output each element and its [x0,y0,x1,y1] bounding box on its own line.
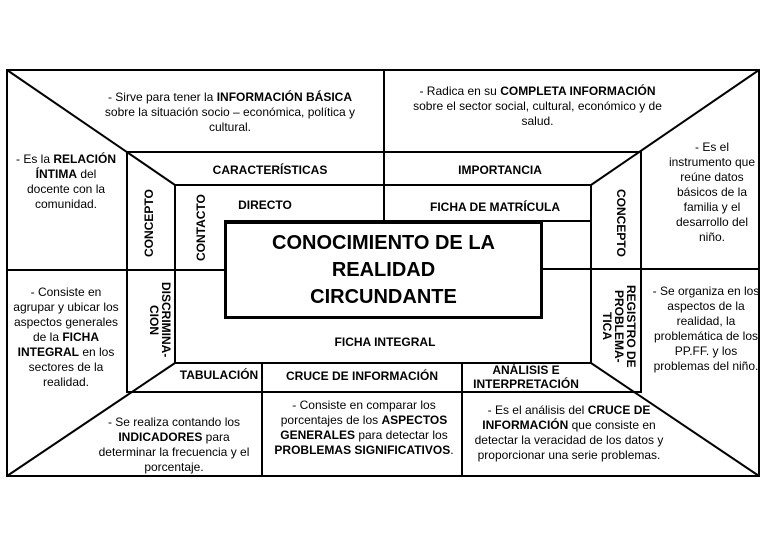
center-title: CONOCIMIENTO DE LA REALIDAD CIRCUNDANTE [224,221,543,319]
header-directo: DIRECTO [238,198,292,212]
header-caracteristicas: CARACTERÍSTICAS [212,163,328,177]
header-importancia: IMPORTANCIA [458,163,542,177]
header-analisis-interpretacion: ANÁLISIS E INTERPRETACIÓN [473,363,579,391]
note-left-lower: - Consiste en agrupar y ubicar los aspectos generales de la FICHA INTEGRAL en los sectores de la realidad. [13,285,119,389]
header-ficha-matricula: FICHA DE MATRÍCULA [430,200,560,214]
label-concepto-right: CONCEPTO [614,189,628,257]
note-right-lower: - Se organiza en los aspectos de la realidad, la problemática de los PP.FF. y los problemas del niño. [652,284,760,373]
header-cruce-informacion: CRUCE DE INFORMACIÓN [286,369,438,383]
note-top-left: - Sirve para tener la INFORMACIÓN BÁSICA sobre la situación socio – económica, política y cultural. [104,90,356,134]
note-left-upper: - Es la RELACIÓN ÍNTIMA del docente con la comunidad. [16,152,117,211]
label-discriminacion: DISCRIMINA- CION [147,282,173,358]
note-top-right: - Radica en su COMPLETA INFORMACIÓN sobre el sector social, cultural, económico y de salud. [413,84,662,128]
header-ficha-integral: FICHA INTEGRAL [334,335,436,349]
header-tabulacion: TABULACIÓN [179,368,259,382]
label-concepto-left: CONCEPTO [142,189,156,257]
note-bottom-left: - Se realiza contando los INDICADORES para determinar la frecuencia y el porcentaje. [98,415,250,474]
note-bottom-right: - Es el análisis del CRUCE DE INFORMACIÓN que consiste en detectar la veracidad de los datos y proporcionar una serie problemas. [474,403,664,462]
note-bottom-middle: - Consiste en comparar los porcentajes de los ASPECTOS GENERALES para detectar los PROBLEMAS SIGNIFICATIVOS. [274,398,454,457]
label-registro-problematica: REGISTRO DE PROBLEMA- TICA [600,284,638,368]
label-contacto: CONTACTO [194,194,208,262]
note-right-upper: - Es el instrumento que reúne datos básicos de la familia y el desarrollo del niño. [668,140,756,244]
